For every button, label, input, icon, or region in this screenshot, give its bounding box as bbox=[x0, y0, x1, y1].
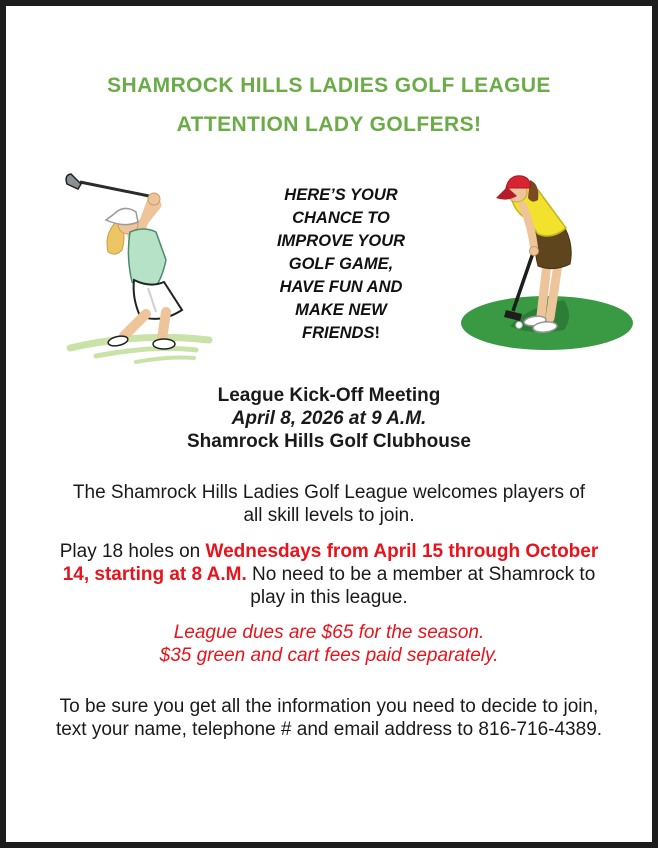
pitch-line: HAVE FUN AND bbox=[279, 278, 403, 296]
play-suffix: No need to be a member at Shamrock to play in this league. bbox=[246, 564, 596, 608]
play-paragraph bbox=[51, 540, 607, 609]
title-line-1: SHAMROCK HILLS LADIES GOLF LEAGUE bbox=[107, 74, 551, 97]
contact-paragraph: To be sure you get all the information you need to decide to join, text your name, telephone # and email address to 816-716-4389. bbox=[55, 696, 603, 740]
pitch-line: IMPROVE YOUR bbox=[276, 232, 406, 250]
pitch-line: MAKE NEW bbox=[295, 301, 387, 319]
flyer-title bbox=[6, 6, 652, 144]
title-line-2: ATTENTION LADY GOLFERS! bbox=[176, 113, 482, 136]
play-schedule-highlight: Wednesdays from April 15 through October 14, starting at 8 A.M. bbox=[62, 541, 599, 585]
meeting-location: Shamrock Hills Golf Clubhouse bbox=[187, 431, 471, 452]
play-prefix: Play 18 holes on bbox=[59, 541, 206, 562]
golfer-putting-clipart bbox=[446, 168, 644, 361]
pitch-line: HERE’S YOUR bbox=[284, 186, 398, 204]
hero-row bbox=[44, 160, 626, 368]
pitch-final-word: FRIENDS bbox=[302, 324, 375, 342]
welcome-paragraph: The Shamrock Hills Ladies Golf League welcomes players of all skill levels to join. bbox=[72, 482, 586, 526]
pitch-line: CHANCE TO bbox=[292, 209, 390, 227]
dues-line-2: $35 green and cart fees paid separately. bbox=[159, 645, 499, 666]
pitch-text bbox=[236, 184, 446, 345]
meeting-block bbox=[6, 384, 652, 453]
dues-paragraph bbox=[69, 621, 589, 667]
pitch-line: GOLF GAME, bbox=[288, 255, 394, 273]
pitch-line bbox=[236, 322, 446, 345]
dues-line-1: League dues are $65 for the season. bbox=[173, 622, 485, 643]
meeting-title: League Kick-Off Meeting bbox=[217, 385, 441, 406]
meeting-date: April 8, 2026 at 9 A.M. bbox=[231, 408, 427, 429]
pitch-final-punct: ! bbox=[374, 324, 380, 342]
golfer-swinging-clipart bbox=[44, 160, 236, 371]
